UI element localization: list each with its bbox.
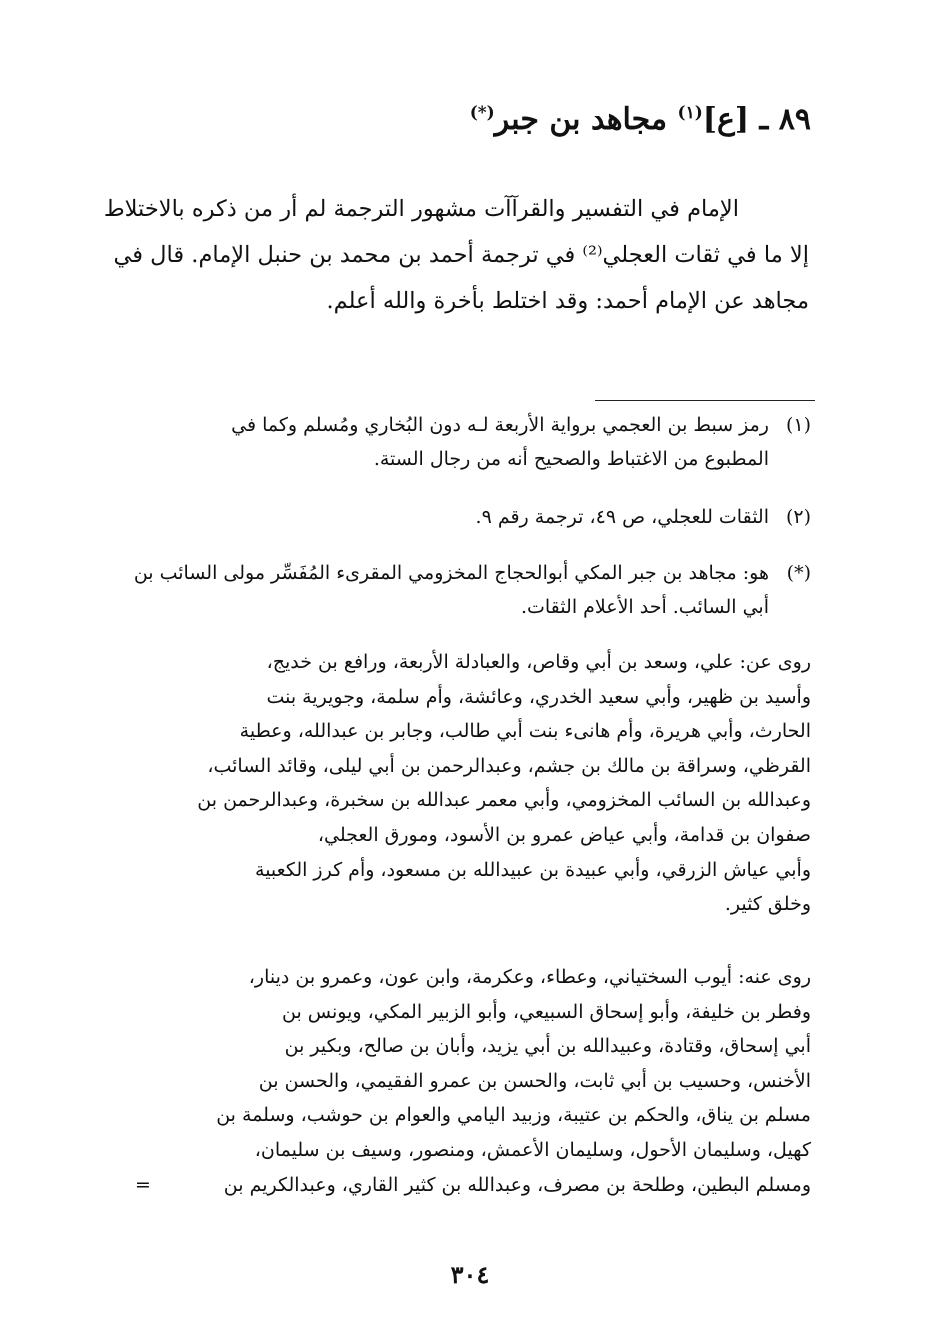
paragraph-line — [135, 1168, 811, 1203]
paragraph-line: الأخنس، وحسيب بن أبي ثابت، والحسن بن عمرو الفقيمي، والحسن بن — [258, 1069, 811, 1092]
entry-name: مجاهد بن جبر — [494, 102, 668, 137]
paragraph-line: مسلم بن يناق، والحكم بن عتيبة، وزبيد اليامي والعوام بن حوشب، وسلمة بن — [216, 1104, 811, 1127]
footnote-text: المطبوع من الاغتباط والصحيح أنه من رجال الستة. — [373, 448, 769, 470]
footnote-star — [106, 556, 811, 624]
paragraph-line: أبي إسحاق، وقتادة، وعبيدالله بن أبي يزيد، وأبان بن صالح، وبكير بن — [284, 1035, 811, 1058]
paragraph-line: وأسيد بن ظهير، وأبي سعيد الخدري، وعائشة، وأم سلمة، وجويرية بنت — [266, 685, 811, 708]
footnote-2 — [106, 500, 811, 534]
name-note-ref: (*) — [469, 103, 495, 123]
paragraph-line: صفوان بن قدامة، وأبي عياض عمرو بن الأسود، ومورق العجلي، — [317, 823, 811, 846]
continuation-mark: = — [135, 1173, 151, 1196]
paragraph-line: الحارث، وأبي هريرة، وأم هانىء بنت أبي طالب، وجابر بن عبدالله، وعطية — [239, 720, 811, 743]
narrated-by-paragraph — [135, 960, 811, 1202]
paragraph-line: روى عن: علي، وسعد بن أبي وقاص، والعبادلة الأربعة، ورافع بن خديج، — [266, 651, 811, 673]
footnote-marker: (١) — [785, 414, 811, 436]
intro-paragraph — [103, 186, 809, 324]
paragraph-line: وعبدالله بن السائب المخزومي، وأبي معمر عبدالله بن سخبرة، وعبدالرحمن بن — [197, 789, 811, 812]
intro-line: إلا ما في ثقات العجلي⁽²⁾ في ترجمة أحمد بن محمد بن حنبل الإمام. قال في — [113, 242, 809, 268]
footnote-text: الثقات للعجلي، ص ٤٩، ترجمة رقم ٩. — [475, 506, 769, 528]
footnote-marker: (*) — [786, 562, 811, 584]
paragraph-line-text: ومسلم البطين، وطلحة بن مصرف، وعبدالله بن كثير القاري، وعبدالكريم بن — [223, 1173, 811, 1196]
paragraph-line: وخلق كثير. — [724, 893, 811, 916]
paragraph-line: روى عنه: أيوب السختياني، وعطاء، وعكرمة، وابن عون، وعمرو بن دينار، — [248, 966, 811, 988]
footnote-1 — [106, 408, 811, 476]
footnote-marker: (٢) — [785, 506, 811, 528]
page-number: ٣٠٤ — [450, 1260, 490, 1289]
intro-line: الإمام في التفسير والقرآآت مشهور الترجمة لم أر من ذكره بالاختلاط — [103, 196, 739, 222]
intro-line: مجاهد عن الإمام أحمد: وقد اختلط بأخرة والله أعلم. — [326, 288, 809, 314]
entry-number: ٨٩ ـ — [759, 102, 811, 137]
footnote-text: هو: مجاهد بن جبر المكي أبوالحجاج المخزومي المقرىء المُفَسِّر مولى السائب بن — [133, 562, 769, 584]
paragraph-line: وأبي عياش الزرقي، وأبي عبيدة بن عبيدالله بن مسعود، وأم كرز الكعبية — [255, 858, 811, 881]
paragraph-line: كهيل، وسليمان الأحول، وسليمان الأعمش، ومنصور، وسيف بن سليمان، — [254, 1138, 811, 1161]
footnote-text: رمز سبط بن العجمي برواية الأربعة لـه دون البُخاري ومُسلم وكما في — [231, 414, 769, 436]
narrated-from-paragraph — [161, 645, 811, 922]
entry-code: [ع] — [702, 102, 750, 137]
paragraph-line: وفطر بن خليفة، وأبو إسحاق السبيعي، وأبو الزبير المكي، ويونس بن — [281, 1000, 811, 1023]
code-note-ref: (١) — [677, 103, 703, 123]
footnote-text: أبي السائب. أحد الأعلام الثقات. — [520, 596, 769, 618]
entry-heading — [111, 98, 811, 142]
paragraph-line: القرظي، وسراقة بن مالك بن جشم، وعبدالرحمن بن أبي ليلى، وقائد السائب، — [207, 754, 811, 777]
footnote-separator — [595, 400, 815, 401]
